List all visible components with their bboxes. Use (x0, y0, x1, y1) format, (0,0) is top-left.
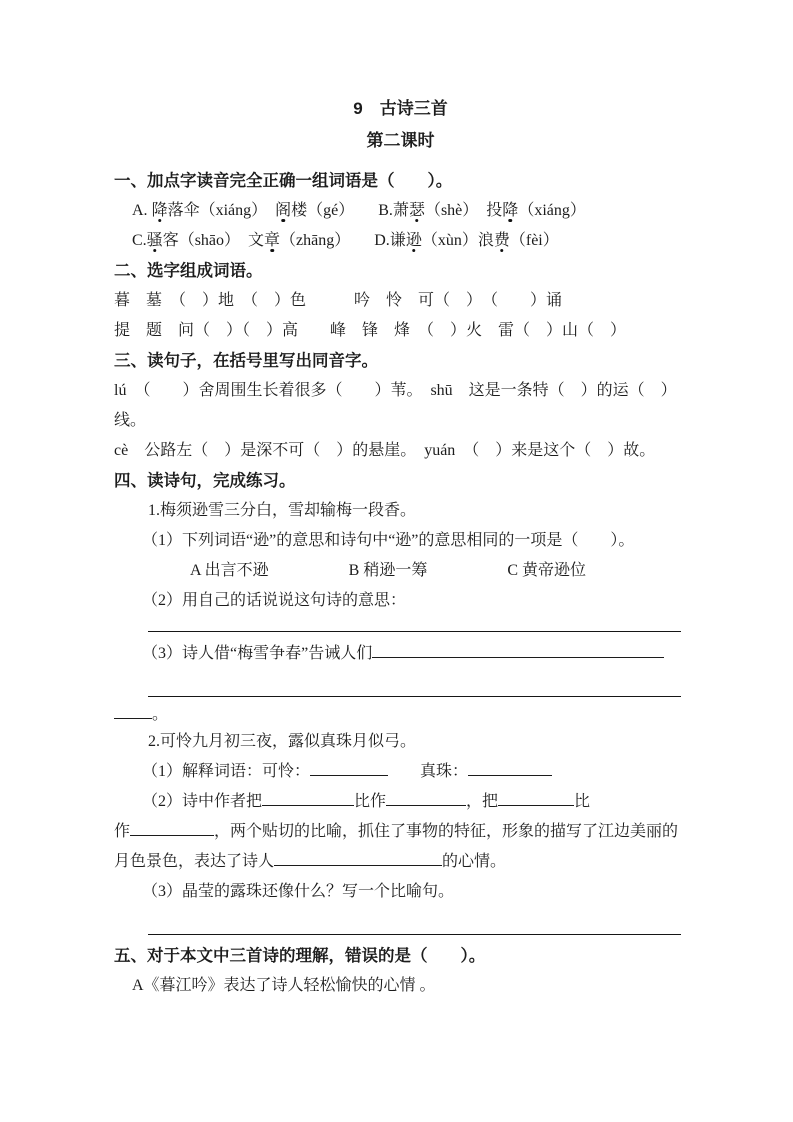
dotted-character: 章 (264, 232, 281, 249)
answer-blank (386, 790, 466, 806)
section1-options-cd (132, 226, 687, 256)
dotted-character: 费 (493, 232, 510, 249)
section5-option-a: A《暮江吟》表达了诗人轻松愉快的心情 。 (132, 977, 436, 994)
section2-heading: 二、选字组成词语。 (114, 262, 263, 280)
answer-blank (372, 642, 664, 658)
text-run: （zhāng） D.谦 (280, 232, 406, 249)
section4-q2-sub3: （3）晶莹的露珠还像什么？写一个比喻句。 (142, 883, 455, 900)
dotted-character: 阁 (275, 202, 292, 219)
section4-q1-sub2: （2）用自己的话说说这句诗的意思： (142, 592, 407, 609)
text-run: 的心情。 (442, 853, 507, 870)
section4-q1-tail (114, 703, 687, 727)
text-run: 比 (574, 793, 591, 810)
section3-line1: lú （ ）舍周围生长着很多（ ）苇。 shū 这是一条特（ ）的运（ ） (114, 382, 677, 399)
text-run: 月色景色，表达了诗人 (114, 853, 275, 870)
section1-heading: 一、加点字读音完全正确一组词语是（ ）。 (114, 172, 453, 190)
section4-q2-sub2a (142, 787, 687, 817)
section3-line3: cè 公路左（ ）是深不可（ ）的悬崖。 yuán （ ）来是这个（ ）故。 (114, 442, 656, 459)
dotted-character: 骚 (146, 232, 163, 249)
answer-blank (498, 790, 574, 806)
section3-heading: 三、读句子，在括号里写出同音字。 (114, 352, 378, 370)
section4-q2-stem: 2.可怜九月初三夜，露似真珠月似弓。 (148, 733, 417, 750)
text-run: 落伞（xiáng） (167, 202, 276, 219)
text-run: ，把 (466, 793, 499, 810)
text-run: 。 (152, 706, 169, 723)
section4-q1-sub3 (142, 639, 687, 669)
text-run: C. (132, 232, 147, 249)
lesson-subtitle: 第二课时 (366, 131, 435, 150)
dotted-character: 降 (502, 202, 519, 219)
section4-q2-sub1 (142, 757, 687, 787)
text-run: 真珠： (388, 763, 469, 780)
section4-q1-stem: 1.梅须逊雪三分白，雪却输梅一段香。 (148, 502, 417, 519)
text-run: 作 (114, 823, 131, 840)
answer-blank (262, 790, 354, 806)
text-run: （fèi） (509, 232, 559, 249)
text-run: 比作 (354, 793, 387, 810)
answer-blank (274, 850, 442, 866)
answer-blank (468, 760, 552, 776)
section4-q1-sub1: （1）下列词语“逊”的意思和诗句中“逊”的意思相同的一项是（ ）。 (142, 532, 635, 549)
text-run: 客（shāo） 文 (162, 232, 265, 249)
text-run: （xiáng） (518, 202, 586, 219)
answer-blank (310, 760, 388, 776)
text-run: A. (132, 202, 152, 219)
answer-line (148, 631, 681, 632)
text-run: （2）诗中作者把 (142, 793, 263, 810)
text-run: （shè） 投 (424, 202, 503, 219)
section1-options-ab (132, 196, 687, 226)
text-run: 楼（gé） B.萧 (291, 202, 409, 219)
text-run: （1）解释词语：可怜： (142, 763, 311, 780)
answer-line (148, 696, 681, 697)
section5-heading: 五、对于本文中三首诗的理解，错误的是（ ）。 (114, 947, 486, 965)
section4-q2-sub2b (114, 817, 687, 847)
section3-line2: 线。 (114, 412, 147, 429)
lesson-title: 9 古诗三首 (353, 99, 448, 118)
answer-blank (130, 820, 214, 836)
section2-row2: 提 题 问（ ）（ ）高 峰 锋 烽 （ ）火 雷（ ）山（ ） (114, 322, 627, 339)
text-run: （3）诗人借“梅雪争春”告诫人们 (142, 645, 373, 662)
answer-blank (114, 703, 152, 719)
section4-q2-sub2c (114, 847, 687, 877)
text-run: （xùn）浪 (421, 232, 494, 249)
text-run: ，两个贴切的比喻，抓住了事物的特征，形象的描写了江边美丽的 (214, 823, 679, 840)
section4-heading: 四、读诗句，完成练习。 (114, 472, 296, 490)
dotted-character: 逊 (405, 232, 422, 249)
answer-line (148, 934, 681, 935)
dotted-character: 降 (151, 202, 168, 219)
section2-row1: 暮 墓 （ ）地 （ ）色 吟 怜 可（ ） （ ）诵 (114, 292, 563, 309)
section4-q1-options: A 出言不逊 B 稍逊一筹 C 黄帝逊位 (190, 562, 587, 579)
dotted-character: 瑟 (408, 202, 425, 219)
